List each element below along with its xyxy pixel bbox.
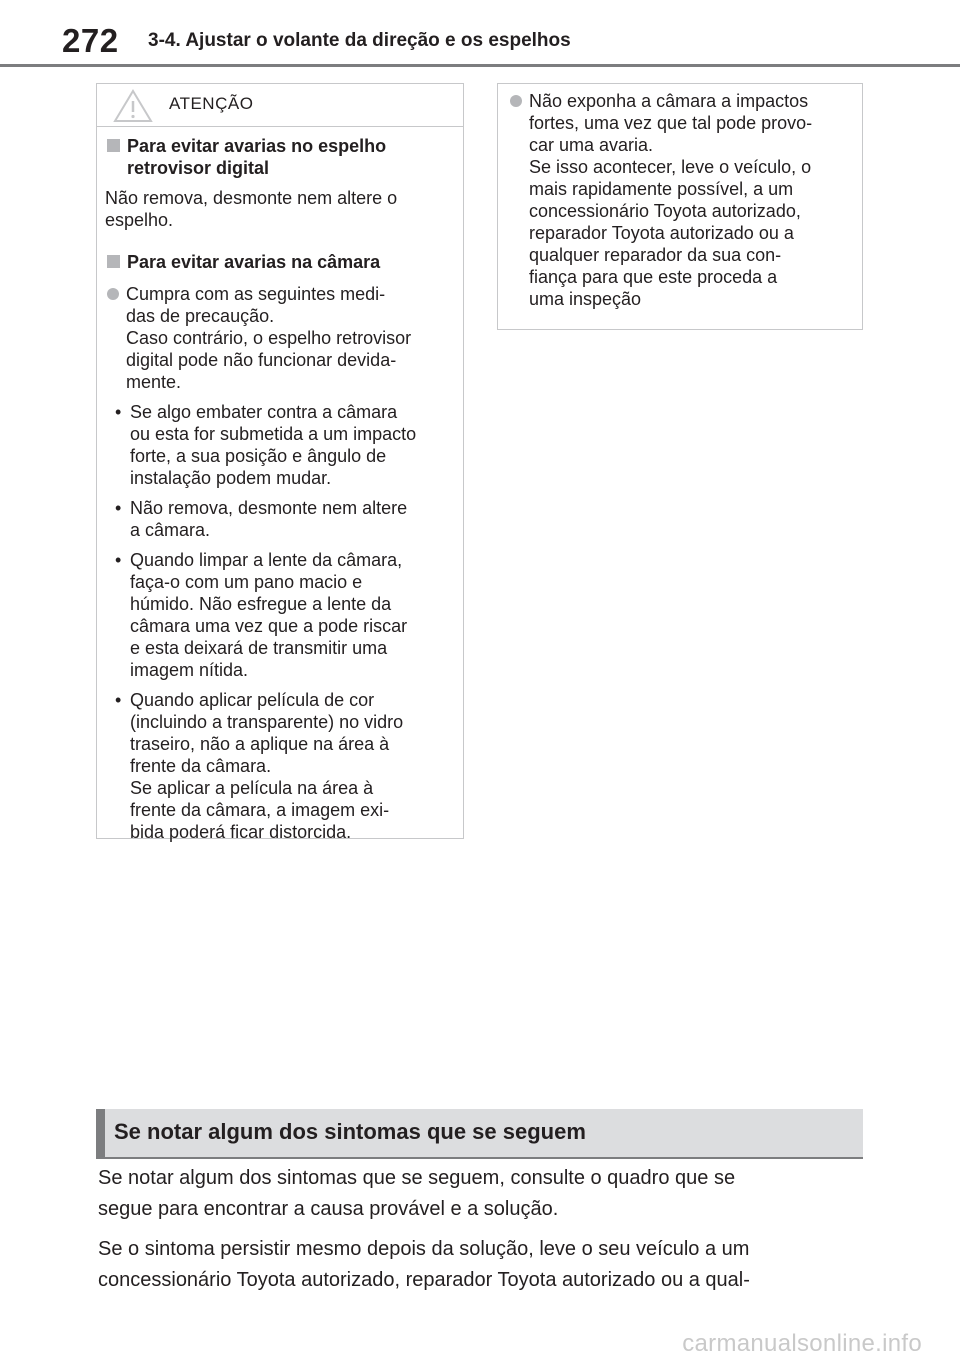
warning-header <box>97 84 463 127</box>
watermark: carmanualsonline.info <box>682 1330 922 1357</box>
heading-camera <box>105 251 445 273</box>
caution-content <box>498 84 862 310</box>
list-item-text: Quando limpar a lente da câmara, faça-o com um pano macio e húmido. Não esfregue a lente da câmara uma vez que a pode riscar e esta deixará de transmitir uma imagem nítida. <box>130 550 408 680</box>
section-title: Se notar algum dos sintomas que se seguem <box>114 1119 586 1144</box>
warning-triangle-icon <box>113 89 153 128</box>
paragraph-mirror: Não remova, desmonte nem altere o espelho. <box>105 188 398 230</box>
square-bullet-icon <box>107 255 120 268</box>
dot-item-impacts <box>508 90 848 310</box>
dot-item-text: Cumpra com as seguintes medi- das de precaução. Caso contrário, o espelho retrovisor digital pode não funcionar devida- mente. <box>126 284 412 392</box>
circle-bullet-icon <box>510 95 522 107</box>
section-heading-bar <box>96 1109 863 1157</box>
caution-continuation-box <box>497 83 863 330</box>
warning-box <box>96 83 464 842</box>
heading-mirror-text: Para evitar avarias no espelho retrovisor digital <box>127 136 387 178</box>
warning-title: ATENÇÃO <box>169 94 254 113</box>
running-head: 3-4. Ajustar o volante da direção e os espelhos <box>148 30 571 51</box>
list-item: • Quando limpar a lente da câmara, faça-o com um pano macio e húmido. Não esfregue a lente da câmara uma vez que a pode riscar e esta deixará de transmitir uma imagem nítida. <box>115 550 408 680</box>
circle-bullet-icon <box>107 288 119 300</box>
list-item-text: Quando aplicar película de cor (incluindo a transparente) no vidro traseiro, não a aplique na área à frente da câmara. Se aplicar a película na área à frente da câmara, a imagem exi- bida poderá ficar distorcida. <box>130 690 404 842</box>
heading-mirror <box>105 135 445 179</box>
page-number: 272 <box>62 22 119 59</box>
list-item-text: Se algo embater contra a câmara ou esta for submetida a um impacto forte, a sua posição e ângulo de instalação podem mudar. <box>130 402 417 488</box>
section-rule <box>96 1157 863 1159</box>
list-item-text: Não remova, desmonte nem altere a câmara. <box>130 498 408 540</box>
list-item: • Quando aplicar película de cor (incluindo a transparente) no vidro traseiro, não a aplique na área à frente da câmara. Se aplicar a película na área à frente da câmara, a imagem exi- bida poderá ficar distorcida. <box>115 690 404 842</box>
heading-camera-text: Para evitar avarias na câmara <box>127 252 381 272</box>
header-rule <box>0 64 960 67</box>
dot-item-precautions <box>105 283 445 393</box>
body-paragraph-1: Se notar algum dos sintomas que se seguem, consulte o quadro que se segue para encontrar a causa provável e a solução. <box>98 1167 736 1220</box>
square-bullet-icon <box>107 139 120 152</box>
body-paragraph-2: Se o sintoma persistir mesmo depois da solução, leve o seu veículo a um concessionário Toyota autorizado, reparador Toyota autorizado ou a qual- <box>98 1238 750 1291</box>
warning-content <box>97 127 463 843</box>
list-item: • Não remova, desmonte nem altere a câmara. <box>115 498 408 540</box>
dot-item-text: Não exponha a câmara a impactos fortes, uma vez que tal pode provo- car uma avaria. Se isso acontecer, leve o veículo, o mais rapidamente possível, a um concessionário Toyota autorizado, reparador Toyota autorizado ou a qualquer reparador da sua con- fiança para que este proceda a uma inspeção <box>529 91 813 309</box>
list-item: • Se algo embater contra a câmara ou esta for submetida a um impacto forte, a sua posição e ângulo de instalação podem mudar. <box>115 402 417 488</box>
